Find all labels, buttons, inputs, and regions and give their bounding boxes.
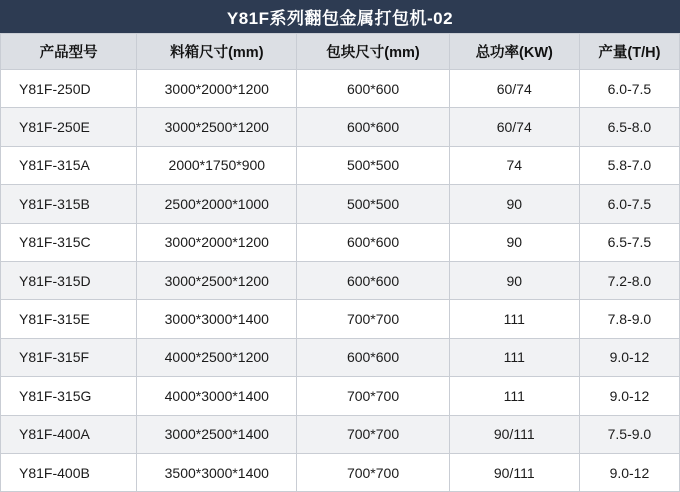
cell-capacity: 9.0-12 [579,377,679,415]
cell-box-size: 3000*2000*1200 [137,70,297,108]
cell-box-size: 3500*3000*1400 [137,453,297,491]
cell-bale-size: 700*700 [297,377,449,415]
cell-bale-size: 500*500 [297,146,449,184]
column-header-bale-size: 包块尺寸(mm) [297,34,449,70]
cell-bale-size: 600*600 [297,70,449,108]
table-row [1,338,680,376]
table-header [1,34,680,70]
cell-power: 90 [449,185,579,223]
cell-model: Y81F-315F [1,338,137,376]
cell-box-size: 4000*2500*1200 [137,338,297,376]
cell-capacity: 9.0-12 [579,453,679,491]
table-row [1,261,680,299]
cell-power: 90/111 [449,453,579,491]
cell-model: Y81F-250E [1,108,137,146]
cell-model: Y81F-315G [1,377,137,415]
cell-capacity: 7.8-9.0 [579,300,679,338]
table-body [1,70,680,492]
cell-power: 111 [449,300,579,338]
cell-capacity: 7.2-8.0 [579,261,679,299]
cell-bale-size: 700*700 [297,415,449,453]
table-row [1,185,680,223]
page-title-bar [0,0,680,33]
table-row [1,453,680,491]
cell-model: Y81F-250D [1,70,137,108]
cell-power: 90 [449,223,579,261]
cell-box-size: 3000*3000*1400 [137,300,297,338]
specification-table [0,33,680,492]
page-title: Y81F系列翻包金属打包机-02 [226,9,454,28]
cell-capacity: 6.5-8.0 [579,108,679,146]
table-row [1,223,680,261]
cell-box-size: 2000*1750*900 [137,146,297,184]
cell-model: Y81F-315E [1,300,137,338]
table-row [1,377,680,415]
table-row [1,70,680,108]
column-header-box-size: 料箱尺寸(mm) [137,34,297,70]
cell-box-size: 3000*2500*1200 [137,108,297,146]
column-header-power: 总功率(KW) [449,34,579,70]
cell-model: Y81F-315C [1,223,137,261]
table-row [1,108,680,146]
cell-power: 90 [449,261,579,299]
table-row [1,300,680,338]
column-header-capacity: 产量(T/H) [579,34,679,70]
cell-power: 111 [449,377,579,415]
cell-model: Y81F-315B [1,185,137,223]
cell-capacity: 6.5-7.5 [579,223,679,261]
cell-bale-size: 700*700 [297,300,449,338]
cell-power: 90/111 [449,415,579,453]
cell-model: Y81F-400B [1,453,137,491]
cell-capacity: 9.0-12 [579,338,679,376]
cell-capacity: 7.5-9.0 [579,415,679,453]
cell-box-size: 3000*2500*1200 [137,261,297,299]
cell-power: 60/74 [449,70,579,108]
cell-capacity: 5.8-7.0 [579,146,679,184]
cell-model: Y81F-315A [1,146,137,184]
cell-bale-size: 500*500 [297,185,449,223]
table-header-row [1,34,680,70]
cell-bale-size: 700*700 [297,453,449,491]
cell-box-size: 4000*3000*1400 [137,377,297,415]
cell-model: Y81F-400A [1,415,137,453]
cell-power: 60/74 [449,108,579,146]
cell-bale-size: 600*600 [297,261,449,299]
cell-box-size: 2500*2000*1000 [137,185,297,223]
cell-capacity: 6.0-7.5 [579,70,679,108]
cell-box-size: 3000*2000*1200 [137,223,297,261]
cell-model: Y81F-315D [1,261,137,299]
cell-power: 74 [449,146,579,184]
column-header-model: 产品型号 [1,34,137,70]
cell-box-size: 3000*2500*1400 [137,415,297,453]
table-row [1,415,680,453]
cell-bale-size: 600*600 [297,223,449,261]
cell-bale-size: 600*600 [297,108,449,146]
cell-bale-size: 600*600 [297,338,449,376]
table-row [1,146,680,184]
cell-capacity: 6.0-7.5 [579,185,679,223]
cell-power: 111 [449,338,579,376]
